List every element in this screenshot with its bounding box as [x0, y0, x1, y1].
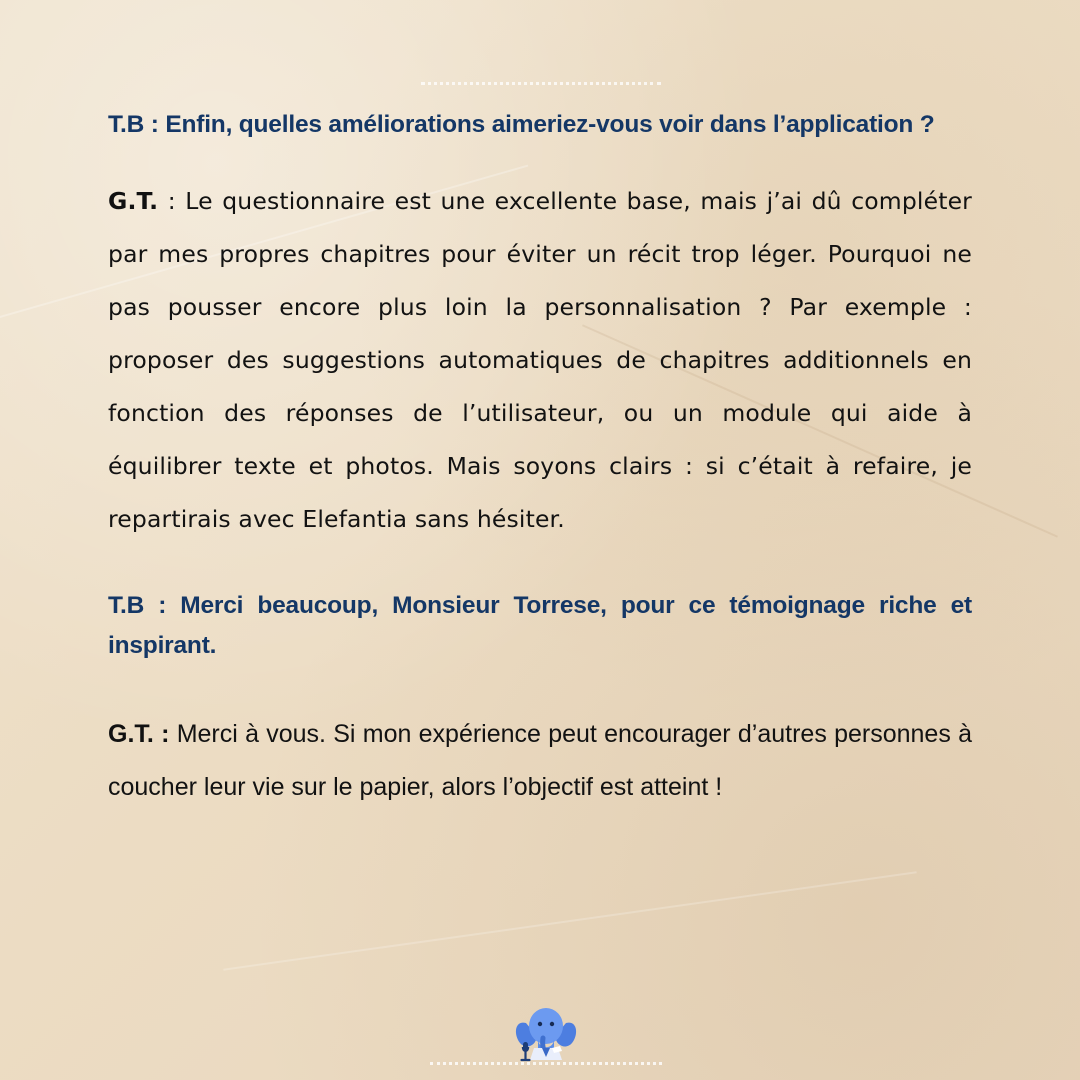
answer-1-text: : Le questionnaire est une excellente base, mais j’ai dû compléter par mes propres chapitres pour éviter un récit trop léger. Pourquoi ne pas pousser encore plus loin la personnalisation ? Par exemple : proposer des suggestions automatiques de chapitres additionnels en fonction des réponses de l’utilisateur, ou un module qui aide à équilibrer texte et photos. Mais soyons clairs : si c’était à refaire, je repartirais avec Elefantia sans hésiter. — [108, 187, 972, 533]
answer-1 — [108, 175, 972, 546]
elephant-mascot-icon — [512, 1000, 580, 1062]
top-dotted-divider — [421, 82, 661, 85]
question-2-text: Merci beaucoup, Monsieur Torrese, pour ce témoignage riche et inspirant. — [108, 592, 973, 659]
question-1-speaker: T.B : — [108, 111, 159, 138]
bottom-dotted-divider — [430, 1062, 662, 1065]
interview-content — [108, 105, 972, 814]
answer-1-speaker: G.T. — [108, 187, 159, 215]
answer-2 — [108, 708, 972, 814]
answer-2-text: Merci à vous. Si mon expérience peut encourager d’autres personnes à coucher leur vie sur le papier, alors l’objectif est atteint ! — [108, 720, 972, 801]
paper-crease-bottom — [223, 871, 916, 970]
question-2-speaker: T.B : — [108, 592, 167, 619]
answer-2-speaker: G.T. : — [108, 720, 170, 748]
question-1-text: Enfin, quelles améliorations aimeriez-vous voir dans l’application ? — [165, 111, 935, 138]
question-2 — [108, 586, 972, 666]
question-1 — [108, 105, 972, 145]
